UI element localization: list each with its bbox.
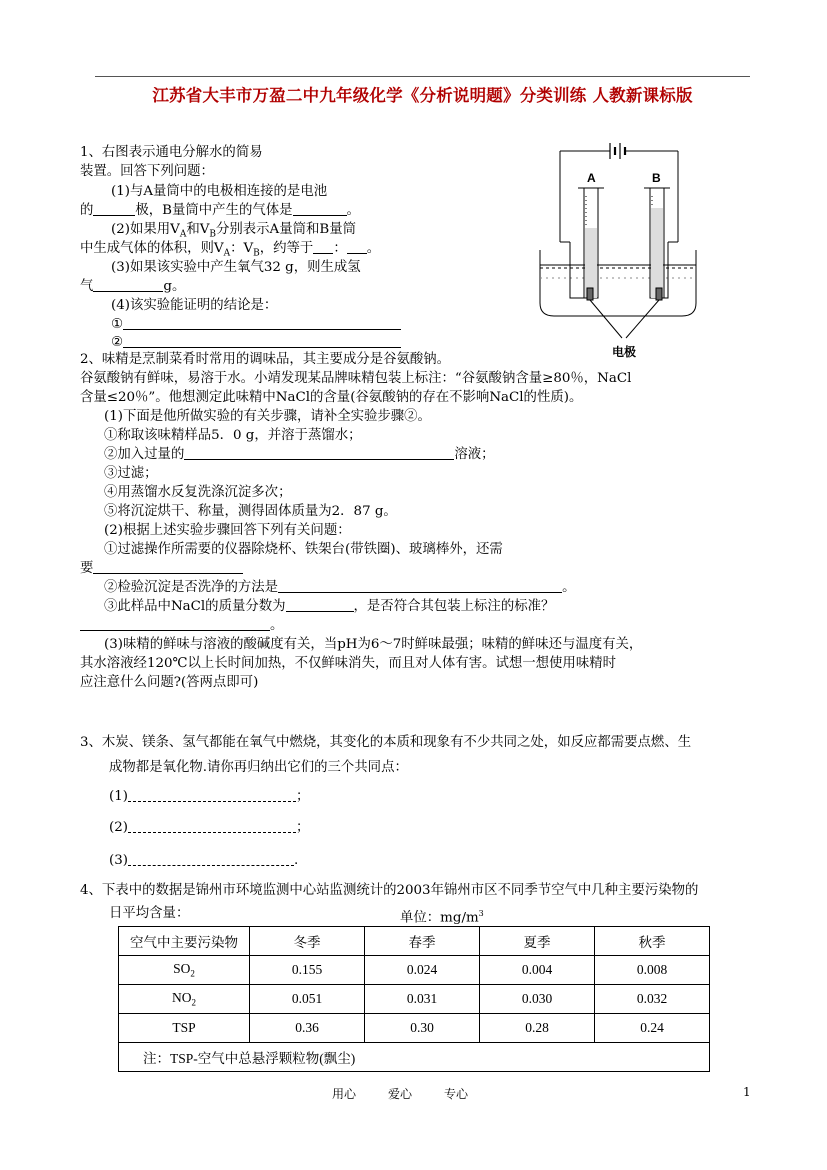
q2-blank-wash-check[interactable] — [278, 578, 562, 593]
q1-subscript: B — [253, 248, 260, 259]
q1-blank-conclusion-1[interactable] — [123, 315, 401, 330]
q3-text: (1) — [109, 789, 128, 804]
footer-word: 爱心 — [388, 1087, 413, 1101]
q1-text: 的 — [80, 203, 94, 218]
q3-blank-2[interactable] — [128, 818, 296, 833]
footer-word: 专心 — [444, 1087, 469, 1101]
table-cell: 0.030 — [480, 985, 595, 1014]
page-number: 1 — [743, 1085, 751, 1099]
q2-blank-instrument[interactable] — [93, 559, 243, 574]
q3-answer-3 — [109, 851, 298, 871]
pollutant-subscript: 2 — [190, 968, 195, 979]
pollutant-name: NO — [172, 990, 192, 1006]
q1-blank-gas-b[interactable] — [293, 201, 347, 216]
tube-b — [644, 188, 670, 298]
table-cell: 0.24 — [595, 1014, 710, 1043]
q3-text: . — [293, 853, 299, 868]
table-header-cell: 秋季 — [595, 927, 710, 956]
q2-text: ③此样品中NaCl的质量分数为 — [104, 599, 286, 614]
water-trough — [540, 250, 696, 316]
q2-text: 要 — [80, 561, 94, 576]
q3-line-1: 3、木炭、镁条、氢气都能在氧气中燃烧，其变化的本质和现象有不少共同之处，如反应都需要点燃、生 — [80, 735, 692, 750]
q1-text: 气 — [80, 279, 94, 294]
q2-line-18: 应注意什么问题?(答两点即可) — [80, 675, 259, 690]
table-cell: 0.031 — [365, 985, 480, 1014]
q3-text: (3) — [109, 853, 128, 868]
tube-b-label: B — [652, 171, 661, 185]
q3-text: ； — [295, 820, 310, 835]
table-row — [119, 1014, 710, 1043]
q1-text: ① — [111, 317, 124, 332]
table-header-cell: 空气中主要污染物 — [119, 927, 250, 956]
q1-text: 和V — [186, 222, 210, 237]
tube-a-label: A — [587, 171, 596, 185]
pollutant-table — [118, 926, 710, 1072]
table-row — [119, 956, 710, 985]
q2-line-13 — [104, 578, 575, 598]
q2-line-7: ③过滤； — [104, 466, 158, 481]
q2-line-3: 含量≤20％”。他想测定此味精中NaCl的含量(谷氨酸钠的存在不影响NaCl的性质)。 — [80, 390, 583, 405]
header-rule — [95, 76, 750, 77]
table-cell: 0.008 — [595, 956, 710, 985]
q3-line-2: 成物都是氧化物.请你再归纳出它们的三个共同点： — [109, 760, 408, 775]
q1-text: ，约等于 — [259, 241, 314, 256]
q2-line-16: (3)味精的鲜味与溶液的酸碱度有关，当pH为6～7时鲜味最强；味精的鲜味还与温度有关， — [104, 637, 643, 652]
q1-line-4 — [80, 201, 360, 221]
q1-text: ： — [333, 241, 347, 256]
q2-blank-reagent[interactable] — [184, 445, 454, 460]
q1-subscript: B — [209, 229, 216, 240]
q2-blank-standard[interactable] — [80, 616, 270, 631]
q1-line-1: 1、右图表示通电分解水的简易 — [80, 145, 263, 160]
q2-line-5: ①称取该味精样品5．0 g，并溶于蒸馏水； — [104, 428, 362, 443]
table-cell: 0.051 — [250, 985, 365, 1014]
q1-subscript: A — [223, 248, 231, 259]
q1-text: (2)如果用V — [111, 222, 180, 237]
q2-text: ②检验沉淀是否洗净的方法是 — [104, 580, 279, 595]
table-cell: 0.28 — [480, 1014, 595, 1043]
pollutant-name-cell — [119, 985, 250, 1014]
q2-text: 。 — [270, 618, 284, 633]
q1-line-9: (4)该实验能证明的结论是： — [111, 298, 278, 313]
table-cell: 0.30 — [365, 1014, 480, 1043]
q1-blank-conclusion-2[interactable] — [123, 333, 401, 348]
q4-unit-superscript: 3 — [478, 909, 484, 918]
q2-line-17: 其水溶液经120℃以上长时间加热，不仅鲜味消失，而且对人体有害。试想一想使用味精时 — [80, 656, 616, 671]
q1-text: g。 — [163, 279, 186, 294]
q2-line-9: ⑤将沉淀烘干、称量，测得固体质量为2．87 g。 — [104, 504, 397, 519]
table-cell: 0.024 — [365, 956, 480, 985]
q4-unit — [400, 904, 484, 928]
q1-line-2: 装置。回答下列问题： — [80, 164, 214, 179]
q2-line-6 — [104, 445, 495, 465]
q3-answer-1 — [109, 787, 309, 807]
q4-line-1: 4、下表中的数据是锦州市环境监测中心站监测统计的2003年锦州市区不同季节空气中几种主要污染物的 — [80, 883, 699, 898]
q4-unit-text: 单位：mg/m — [400, 910, 479, 926]
table-row — [119, 985, 710, 1014]
q1-blank-electrode[interactable] — [93, 201, 135, 216]
q2-line-14 — [104, 597, 554, 617]
footer-word: 用心 — [332, 1087, 357, 1101]
q1-blank-hydrogen-mass[interactable] — [93, 277, 163, 292]
pollutant-name-cell: TSP — [119, 1014, 250, 1043]
q1-blank-ratio-1[interactable] — [313, 239, 333, 254]
q1-blank-ratio-2[interactable] — [347, 239, 367, 254]
tube-a — [578, 188, 604, 298]
pollutant-name-cell — [119, 956, 250, 985]
q2-line-8: ④用蒸馏水反复洗涤沉淀多次； — [104, 485, 292, 500]
q3-text: (2) — [109, 820, 128, 835]
q1-text: 。 — [366, 241, 381, 256]
q1-line-10 — [111, 315, 401, 335]
q2-line-2: 谷氨酸钠有鲜味，易溶于水。小靖发现某品牌味精包装上标注：“谷氨酸钠含量≥80％，NaCl — [80, 371, 632, 386]
q2-line-15 — [80, 616, 283, 636]
table-header-cell: 冬季 — [250, 927, 365, 956]
q2-line-11: ①过滤操作所需要的仪器除烧杯、铁架台(带铁圈)、玻璃棒外，还需 — [104, 542, 503, 557]
q2-text: 。 — [562, 580, 576, 595]
table-cell: 0.155 — [250, 956, 365, 985]
q4-line-2: 日平均含量： — [109, 906, 190, 921]
q2-text: ，是否符合其包装上标注的标准？ — [353, 599, 555, 614]
q1-text: 中生成气体的体积，则V — [80, 241, 224, 256]
table-cell: 0.36 — [250, 1014, 365, 1043]
table-note-row — [119, 1043, 710, 1072]
page-title: 江苏省大丰市万盈二中九年级化学《分析说明题》分类训练 人教新课标版 — [152, 86, 693, 105]
table-header-row — [119, 927, 710, 956]
pollutant-subscript: 2 — [191, 997, 196, 1008]
q3-blank-1[interactable] — [128, 787, 296, 802]
table-header-cell: 夏季 — [480, 927, 595, 956]
q2-line-10: (2)根据上述实验步骤回答下列有关问题： — [104, 523, 351, 538]
q1-line-7: (3)如果该实验中产生氧气32 g，则生成氢 — [111, 260, 361, 275]
q3-blank-3[interactable] — [128, 851, 294, 866]
q1-text: ② — [111, 335, 124, 350]
q1-text: 极，B量筒中产生的气体是 — [135, 203, 293, 218]
q2-line-1: 2、味精是烹制菜肴时常用的调味品，其主要成分是谷氨酸钠。 — [80, 352, 451, 367]
electrolysis-apparatus-figure — [538, 138, 698, 368]
table-header-cell: 春季 — [365, 927, 480, 956]
table-note: 注：TSP-空气中总悬浮颗粒物(飘尘) — [119, 1043, 710, 1072]
q2-text: ②加入过量的 — [104, 447, 185, 462]
electrode-caption: 电极 — [612, 345, 637, 359]
q1-text: ：V — [230, 241, 254, 256]
q1-subscript: A — [179, 229, 187, 240]
q1-text: 分别表示A量筒和B量筒 — [216, 222, 357, 237]
q3-answer-2 — [109, 818, 309, 838]
q2-line-12 — [80, 559, 243, 579]
q2-line-4: (1)下面是他所做实验的有关步骤，请补全实验步骤②。 — [104, 409, 431, 424]
q1-line-3: (1)与A量筒中的电极相连接的是电池 — [111, 184, 328, 199]
battery-icon — [610, 143, 625, 159]
q2-blank-mass-fraction[interactable] — [286, 597, 354, 612]
pollutant-name: SO — [173, 961, 191, 977]
q1-text: 。 — [346, 203, 360, 218]
q2-text: 溶液； — [454, 447, 495, 462]
table-cell: 0.032 — [595, 985, 710, 1014]
table-cell: 0.004 — [480, 956, 595, 985]
q1-line-8 — [80, 277, 185, 297]
q3-text: ； — [295, 789, 310, 804]
